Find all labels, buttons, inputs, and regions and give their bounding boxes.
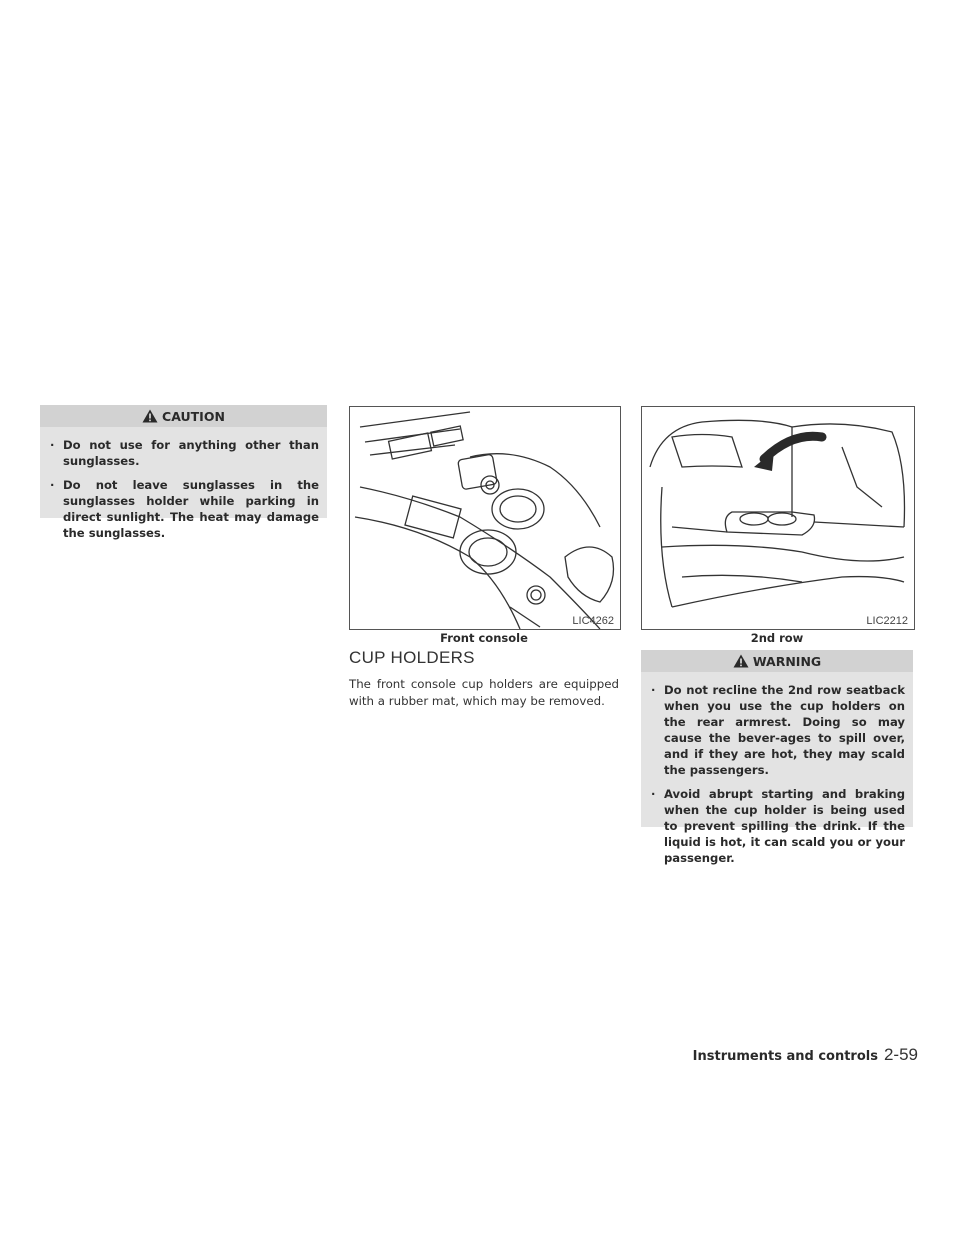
footer-section-title: Instruments and controls: [692, 1049, 878, 1064]
front-console-figure: [349, 406, 621, 630]
front-console-illustration: [350, 407, 620, 629]
caution-item: · Do not leave sunglasses in the sunglasses holder while parking in direct sunlight. The heat may damage the sunglasses.: [48, 477, 319, 541]
rear-seat-illustration: [642, 407, 914, 629]
warning-header: [641, 650, 913, 672]
caution-warning-icon: [142, 409, 158, 423]
warning-item: · Do not recline the 2nd row seatback when you use the cup holders on the rear armrest. Doing so may cause the bever-ages to spill over, and if they are hot, they may scald the passengers.: [649, 682, 905, 778]
section-heading: CUP HOLDERS: [349, 648, 475, 667]
warning-item: · Avoid abrupt starting and braking when the cup holder is being used to prevent spilling the drink. If the liquid is hot, it can scald you or your passenger.: [649, 786, 905, 866]
page-number: 2-59: [883, 1045, 918, 1064]
warning-box: [641, 650, 913, 865]
front-figure-code: LIC4262: [572, 615, 614, 627]
caution-title: CAUTION: [162, 408, 225, 424]
rear-seat-figure: [641, 406, 915, 630]
rear-figure-caption: 2nd row: [750, 631, 804, 645]
front-figure-caption: Front console: [440, 631, 528, 645]
caution-item: · Do not use for anything other than sunglasses.: [48, 437, 319, 469]
warning-list: [641, 672, 913, 884]
caution-header: [40, 405, 327, 427]
page-footer: [693, 1045, 918, 1065]
warning-title: WARNING: [752, 653, 822, 669]
caution-box: [40, 405, 327, 540]
section-body: The front console cup holders are equipped with a rubber mat, which may be removed.: [349, 677, 619, 708]
warning-triangle-icon: [733, 654, 749, 668]
rear-figure-code: LIC2212: [866, 615, 908, 627]
caution-list: [40, 427, 327, 559]
